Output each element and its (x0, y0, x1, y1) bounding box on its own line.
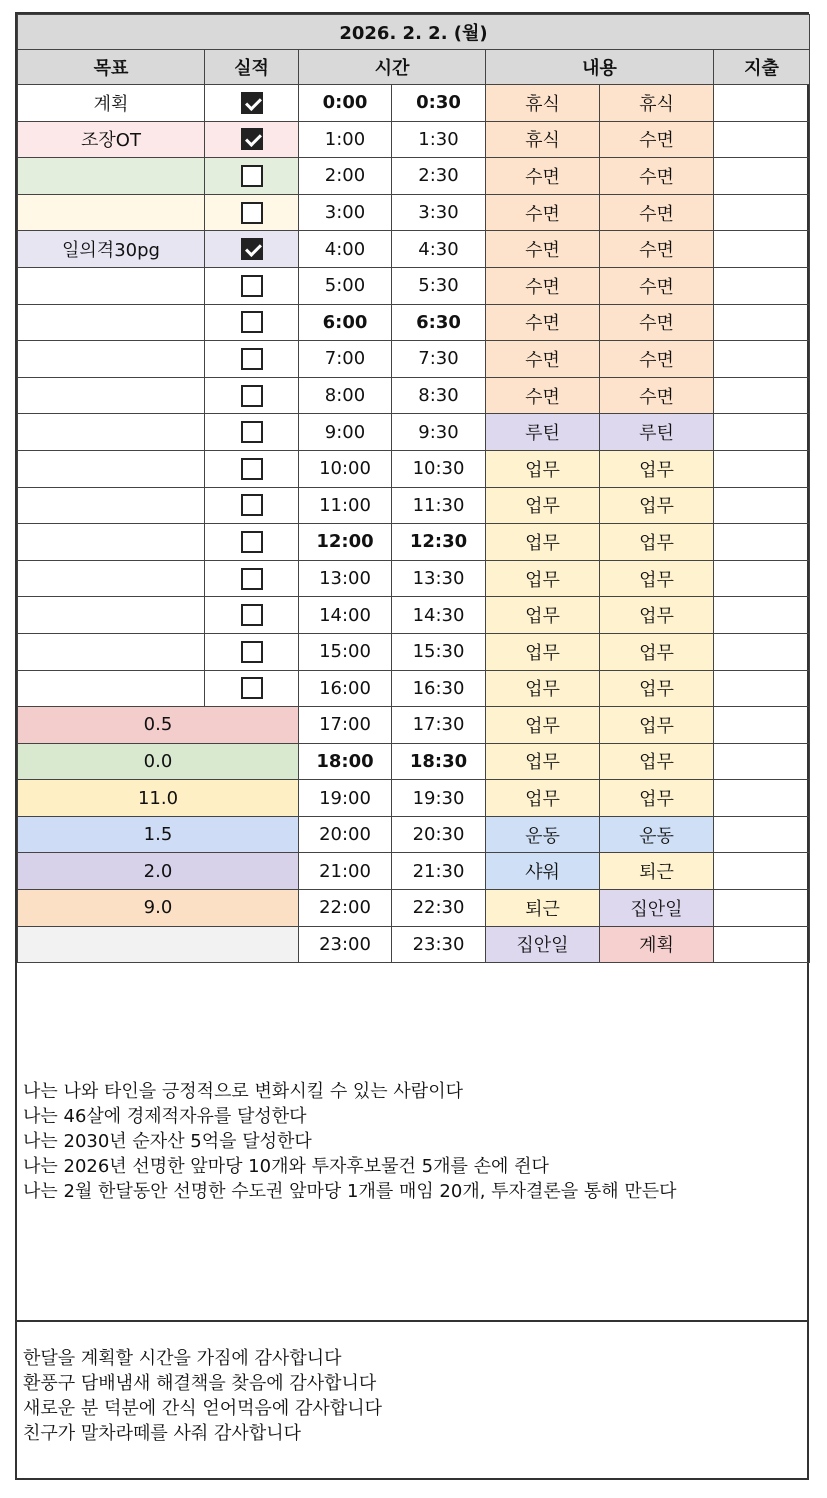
result-cell (205, 377, 299, 414)
time-start: 22:00 (299, 890, 392, 927)
content-b[interactable]: 수면 (600, 158, 714, 195)
content-a[interactable]: 휴식 (486, 121, 600, 158)
goal-cell[interactable] (18, 267, 205, 304)
schedule-row (18, 267, 810, 304)
time-start: 16:00 (299, 670, 392, 707)
schedule-row (18, 524, 810, 561)
time-end: 21:30 (392, 853, 486, 890)
content-a[interactable]: 샤워 (486, 853, 600, 890)
header-content: 내용 (486, 50, 714, 85)
result-cell (205, 341, 299, 378)
date-title: 2026. 2. 2. (월) (18, 15, 810, 50)
time-start: 14:00 (299, 597, 392, 634)
expense-cell[interactable] (714, 158, 810, 195)
goal-cell[interactable] (18, 487, 205, 524)
goal-cell[interactable]: 일의격30pg (18, 231, 205, 268)
summary-cell: 11.0 (18, 780, 299, 817)
expense-cell[interactable] (714, 633, 810, 670)
time-end: 7:30 (392, 341, 486, 378)
goal-cell[interactable] (18, 414, 205, 451)
goal-cell[interactable] (18, 633, 205, 670)
summary-cell: 2.0 (18, 853, 299, 890)
summary-cell (18, 926, 299, 963)
schedule-row (18, 377, 810, 414)
content-a[interactable]: 업무 (486, 597, 600, 634)
content-b[interactable]: 업무 (600, 707, 714, 744)
time-end: 3:30 (392, 194, 486, 231)
expense-cell[interactable] (714, 121, 810, 158)
checkbox[interactable] (241, 641, 263, 663)
checkbox[interactable] (241, 311, 263, 333)
goal-cell[interactable] (18, 377, 205, 414)
gratitude-section (17, 1322, 807, 1478)
time-end: 10:30 (392, 450, 486, 487)
schedule-row (18, 597, 810, 634)
time-end: 16:30 (392, 670, 486, 707)
content-b[interactable]: 수면 (600, 341, 714, 378)
goal-cell[interactable] (18, 597, 205, 634)
result-cell (205, 524, 299, 561)
result-cell (205, 597, 299, 634)
schedule-row (18, 450, 810, 487)
expense-cell[interactable] (714, 926, 810, 963)
content-b[interactable]: 수면 (600, 267, 714, 304)
goal-cell[interactable] (18, 304, 205, 341)
time-end: 6:30 (392, 304, 486, 341)
goal-cell[interactable] (18, 341, 205, 378)
schedule-row (18, 816, 810, 853)
time-start: 3:00 (299, 194, 392, 231)
goal-cell[interactable] (18, 158, 205, 195)
expense-cell[interactable] (714, 743, 810, 780)
checkbox[interactable] (241, 604, 263, 626)
checkbox[interactable] (241, 92, 263, 114)
checkbox[interactable] (241, 568, 263, 590)
content-b[interactable]: 루틴 (600, 414, 714, 451)
content-b[interactable]: 업무 (600, 780, 714, 817)
time-end: 22:30 (392, 890, 486, 927)
gratitude-line: 새로운 분 덕분에 간식 얻어먹음에 감사합니다 (23, 1398, 382, 1419)
schedule-row (18, 780, 810, 817)
result-cell (205, 231, 299, 268)
expense-cell[interactable] (714, 194, 810, 231)
time-end: 15:30 (392, 633, 486, 670)
time-start: 4:00 (299, 231, 392, 268)
content-b[interactable]: 업무 (600, 597, 714, 634)
checkbox[interactable] (241, 202, 263, 224)
result-cell (205, 487, 299, 524)
summary-cell: 0.0 (18, 743, 299, 780)
checkbox[interactable] (241, 385, 263, 407)
content-b[interactable]: 업무 (600, 743, 714, 780)
expense-cell[interactable] (714, 85, 810, 122)
time-start: 13:00 (299, 560, 392, 597)
content-a[interactable]: 업무 (486, 560, 600, 597)
content-b[interactable]: 퇴근 (600, 853, 714, 890)
content-b[interactable]: 수면 (600, 304, 714, 341)
result-cell (205, 560, 299, 597)
time-end: 8:30 (392, 377, 486, 414)
goal-cell[interactable] (18, 450, 205, 487)
checkbox[interactable] (241, 531, 263, 553)
goal-cell[interactable] (18, 194, 205, 231)
checkbox[interactable] (241, 238, 263, 260)
result-cell (205, 304, 299, 341)
expense-cell[interactable] (714, 816, 810, 853)
content-a[interactable]: 업무 (486, 633, 600, 670)
result-cell (205, 450, 299, 487)
time-end: 13:30 (392, 560, 486, 597)
gratitude-line: 한달을 계획할 시간을 가짐에 감사합니다 (23, 1348, 342, 1369)
time-start: 8:00 (299, 377, 392, 414)
time-end: 4:30 (392, 231, 486, 268)
header-result: 실적 (205, 50, 299, 85)
expense-cell[interactable] (714, 231, 810, 268)
content-b[interactable]: 집안일 (600, 890, 714, 927)
checkbox[interactable] (241, 421, 263, 443)
time-end: 23:30 (392, 926, 486, 963)
schedule-row (18, 121, 810, 158)
content-a[interactable]: 업무 (486, 487, 600, 524)
expense-cell[interactable] (714, 267, 810, 304)
checkbox[interactable] (241, 677, 263, 699)
affirmation-line: 나는 나와 타인을 긍정적으로 변화시킬 수 있는 사람이다 (23, 1081, 463, 1102)
checkbox[interactable] (241, 275, 263, 297)
time-end: 12:30 (392, 524, 486, 561)
expense-cell[interactable] (714, 597, 810, 634)
expense-cell[interactable] (714, 780, 810, 817)
planner-sheet (15, 12, 809, 1480)
time-start: 20:00 (299, 816, 392, 853)
content-b[interactable]: 업무 (600, 524, 714, 561)
expense-cell[interactable] (714, 377, 810, 414)
content-a[interactable]: 퇴근 (486, 890, 600, 927)
goal-cell[interactable] (18, 560, 205, 597)
time-end: 2:30 (392, 158, 486, 195)
expense-cell[interactable] (714, 414, 810, 451)
goal-cell[interactable]: 조장OT (18, 121, 205, 158)
checkbox[interactable] (241, 494, 263, 516)
result-cell (205, 194, 299, 231)
time-start: 11:00 (299, 487, 392, 524)
content-b[interactable]: 업무 (600, 633, 714, 670)
content-a[interactable]: 업무 (486, 780, 600, 817)
goal-cell[interactable] (18, 670, 205, 707)
header-goal: 목표 (18, 50, 205, 85)
checkbox[interactable] (241, 165, 263, 187)
schedule-row (18, 853, 810, 890)
checkbox[interactable] (241, 348, 263, 370)
result-cell (205, 670, 299, 707)
schedule-row (18, 560, 810, 597)
header-time: 시간 (299, 50, 486, 85)
content-a[interactable]: 수면 (486, 341, 600, 378)
content-b[interactable]: 운동 (600, 816, 714, 853)
expense-cell[interactable] (714, 450, 810, 487)
schedule-row (18, 194, 810, 231)
goal-cell[interactable] (18, 524, 205, 561)
affirmation-list (23, 1079, 677, 1204)
content-a[interactable]: 루틴 (486, 414, 600, 451)
time-start: 21:00 (299, 853, 392, 890)
time-end: 19:30 (392, 780, 486, 817)
content-b[interactable]: 수면 (600, 377, 714, 414)
schedule-row (18, 707, 810, 744)
checkbox[interactable] (241, 458, 263, 480)
summary-cell: 1.5 (18, 816, 299, 853)
gratitude-list (23, 1346, 382, 1446)
expense-cell[interactable] (714, 560, 810, 597)
expense-cell[interactable] (714, 341, 810, 378)
content-a[interactable]: 수면 (486, 304, 600, 341)
content-a[interactable]: 휴식 (486, 85, 600, 122)
result-cell (205, 158, 299, 195)
time-end: 17:30 (392, 707, 486, 744)
gratitude-line: 친구가 말차라떼를 사줘 감사합니다 (23, 1423, 301, 1444)
schedule-row (18, 487, 810, 524)
content-b[interactable]: 휴식 (600, 85, 714, 122)
schedule-row (18, 926, 810, 963)
time-end: 14:30 (392, 597, 486, 634)
time-end: 5:30 (392, 267, 486, 304)
content-b[interactable]: 수면 (600, 231, 714, 268)
content-a[interactable]: 운동 (486, 816, 600, 853)
result-cell (205, 633, 299, 670)
expense-cell[interactable] (714, 670, 810, 707)
content-b[interactable]: 업무 (600, 487, 714, 524)
result-cell (205, 414, 299, 451)
content-a[interactable]: 업무 (486, 707, 600, 744)
affirmation-line: 나는 46살에 경제적자유를 달성한다 (23, 1106, 307, 1127)
affirmation-line: 나는 2030년 순자산 5억을 달성한다 (23, 1131, 312, 1152)
affirmation-line: 나는 2026년 선명한 앞마당 10개와 투자후보물건 5개를 손에 쥔다 (23, 1156, 549, 1177)
time-end: 0:30 (392, 85, 486, 122)
affirmation-line: 나는 2월 한달동안 선명한 수도권 앞마당 1개를 매임 20개, 투자결론을 통해 만든다 (23, 1181, 677, 1202)
time-start: 9:00 (299, 414, 392, 451)
content-a[interactable]: 집안일 (486, 926, 600, 963)
result-cell (205, 267, 299, 304)
time-start: 7:00 (299, 341, 392, 378)
expense-cell[interactable] (714, 707, 810, 744)
expense-cell[interactable] (714, 304, 810, 341)
content-b[interactable]: 수면 (600, 194, 714, 231)
expense-cell[interactable] (714, 524, 810, 561)
schedule-row (18, 633, 810, 670)
time-end: 1:30 (392, 121, 486, 158)
content-a[interactable]: 수면 (486, 267, 600, 304)
schedule-table (17, 14, 810, 963)
content-a[interactable]: 업무 (486, 670, 600, 707)
schedule-row (18, 743, 810, 780)
result-cell (205, 121, 299, 158)
summary-cell: 9.0 (18, 890, 299, 927)
schedule-row (18, 890, 810, 927)
content-b[interactable]: 계획 (600, 926, 714, 963)
time-start: 12:00 (299, 524, 392, 561)
time-start: 19:00 (299, 780, 392, 817)
time-end: 11:30 (392, 487, 486, 524)
schedule-row (18, 341, 810, 378)
affirmation-section (17, 969, 807, 1322)
goal-cell[interactable]: 계획 (18, 85, 205, 122)
time-start: 23:00 (299, 926, 392, 963)
expense-cell[interactable] (714, 853, 810, 890)
schedule-row (18, 158, 810, 195)
content-a[interactable]: 수면 (486, 158, 600, 195)
time-start: 18:00 (299, 743, 392, 780)
content-b[interactable]: 업무 (600, 670, 714, 707)
time-start: 2:00 (299, 158, 392, 195)
time-end: 18:30 (392, 743, 486, 780)
header-expense: 지출 (714, 50, 810, 85)
schedule-row (18, 85, 810, 122)
gratitude-line: 환풍구 담배냄새 해결책을 찾음에 감사합니다 (23, 1373, 377, 1394)
schedule-row (18, 304, 810, 341)
time-start: 5:00 (299, 267, 392, 304)
content-a[interactable]: 업무 (486, 450, 600, 487)
content-a[interactable]: 업무 (486, 524, 600, 561)
content-a[interactable]: 업무 (486, 743, 600, 780)
content-b[interactable]: 수면 (600, 121, 714, 158)
time-start: 15:00 (299, 633, 392, 670)
time-start: 0:00 (299, 85, 392, 122)
time-start: 1:00 (299, 121, 392, 158)
content-a[interactable]: 수면 (486, 194, 600, 231)
schedule-row (18, 414, 810, 451)
checkbox[interactable] (241, 128, 263, 150)
content-a[interactable]: 수면 (486, 231, 600, 268)
time-start: 6:00 (299, 304, 392, 341)
content-a[interactable]: 수면 (486, 377, 600, 414)
content-b[interactable]: 업무 (600, 450, 714, 487)
summary-cell: 0.5 (18, 707, 299, 744)
time-end: 20:30 (392, 816, 486, 853)
expense-cell[interactable] (714, 487, 810, 524)
time-start: 10:00 (299, 450, 392, 487)
expense-cell[interactable] (714, 890, 810, 927)
result-cell (205, 85, 299, 122)
schedule-row (18, 670, 810, 707)
time-start: 17:00 (299, 707, 392, 744)
schedule-row (18, 231, 810, 268)
time-end: 9:30 (392, 414, 486, 451)
content-b[interactable]: 업무 (600, 560, 714, 597)
